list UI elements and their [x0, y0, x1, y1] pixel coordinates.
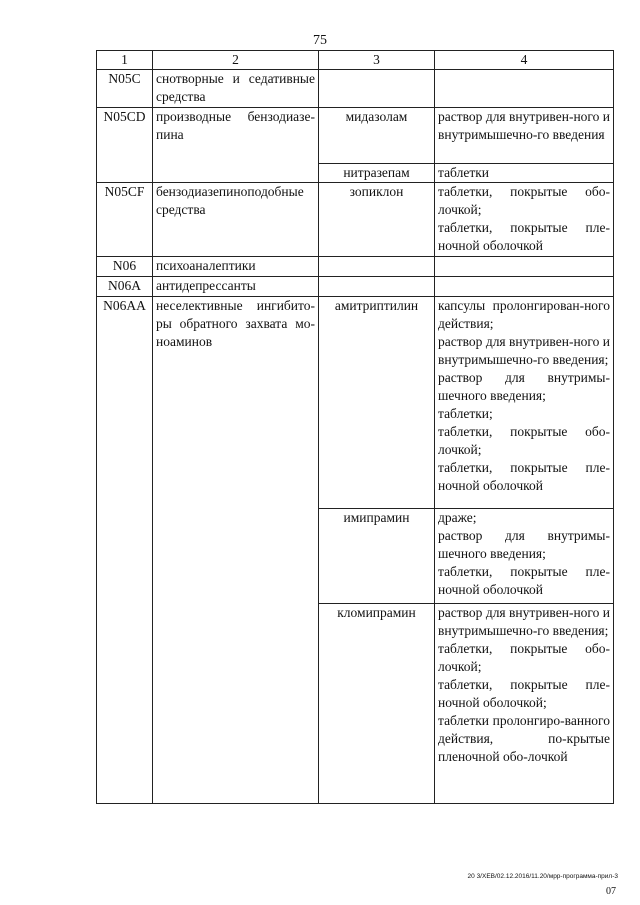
inn-cell: [319, 257, 435, 277]
atc-code: N05CD: [97, 108, 153, 183]
dosage-form: раствор для внутривен-ного и внутримышечно-го введения;: [438, 334, 610, 367]
dosage-form: таблетки, покрытые обо-лочкой;: [438, 424, 610, 457]
dosage-form: таблетки, покрытые обо-лочкой;: [438, 641, 610, 674]
header-col-4: 4: [435, 51, 614, 70]
dosage-form: таблетки, покрытые обо-лочкой;: [438, 184, 610, 217]
dosage-form: таблетки: [438, 165, 490, 180]
form-cell: [435, 257, 614, 277]
dosage-form: таблетки пролонгиро-ванного действия, по-крытые пленочной обо-лочкой: [438, 713, 610, 764]
header-col-3: 3: [319, 51, 435, 70]
group-name: производные бензодиазе-пина: [153, 108, 319, 183]
group-name: бензодиазепиноподобные средства: [153, 183, 319, 257]
header-col-1: 1: [97, 51, 153, 70]
inn-cell: кломипрамин: [319, 604, 435, 804]
atc-code: N06A: [97, 277, 153, 297]
atc-code: N06AA: [97, 297, 153, 804]
form-cell: [435, 164, 614, 183]
table-row: [97, 277, 614, 297]
atc-code: N06: [97, 257, 153, 277]
table-row: [97, 70, 614, 108]
page-number: 75: [313, 33, 327, 48]
dosage-form: драже;: [438, 510, 477, 525]
table-row: [97, 257, 614, 277]
dosage-form: таблетки;: [438, 406, 493, 421]
inn-cell: зопиклон: [319, 183, 435, 257]
atc-code: N05C: [97, 70, 153, 108]
table-row: [97, 183, 614, 257]
dosage-form: капсулы пролонгирован-ного действия;: [438, 298, 610, 331]
footer-document-reference: 20 3/ХЕВ/02.12.2016/11.20/мрр-программа-прил-3: [467, 873, 618, 880]
dosage-form: таблетки, покрытые пле-ночной оболочкой: [438, 460, 610, 493]
group-name: антидепрессанты: [153, 277, 319, 297]
inn-cell: амитриптилин: [319, 297, 435, 509]
dosage-form: таблетки, покрытые пле-ночной оболочкой: [438, 564, 610, 597]
dosage-form: таблетки, покрытые пле-ночной оболочкой;: [438, 677, 610, 710]
footer-page-code: 07: [606, 886, 616, 897]
dosage-form: раствор для внутривен-ного и внутримышечно-го введения;: [438, 605, 610, 638]
group-name: снотворные и седативные средства: [153, 70, 319, 108]
inn-cell: мидазолам: [319, 108, 435, 164]
dosage-form: таблетки, покрытые пле-ночной оболочкой: [438, 220, 610, 253]
inn-cell: [319, 277, 435, 297]
form-cell: [435, 604, 614, 804]
dosage-form: раствор для внутримы-шечного введения;: [438, 370, 610, 403]
form-cell: [435, 297, 614, 509]
form-cell: [435, 108, 614, 164]
form-cell: [435, 277, 614, 297]
inn-cell: имипрамин: [319, 509, 435, 604]
group-name: неселективные ингибито-ры обратного захвата мо-ноаминов: [153, 297, 319, 804]
table-header-row: [97, 51, 614, 70]
table-row: [97, 108, 614, 164]
form-cell: [435, 509, 614, 604]
inn-cell: [319, 70, 435, 108]
table-row: [97, 297, 614, 509]
drug-table: [96, 50, 614, 804]
form-cell: [435, 183, 614, 257]
group-name: психоаналептики: [153, 257, 319, 277]
inn-cell: нитразепам: [319, 164, 435, 183]
dosage-form: раствор для внутримы-шечного введения;: [438, 528, 610, 561]
header-col-2: 2: [153, 51, 319, 70]
form-cell: [435, 70, 614, 108]
atc-code: N05CF: [97, 183, 153, 257]
dosage-form: раствор для внутривен-ного и внутримышечно-го введения: [438, 109, 610, 142]
